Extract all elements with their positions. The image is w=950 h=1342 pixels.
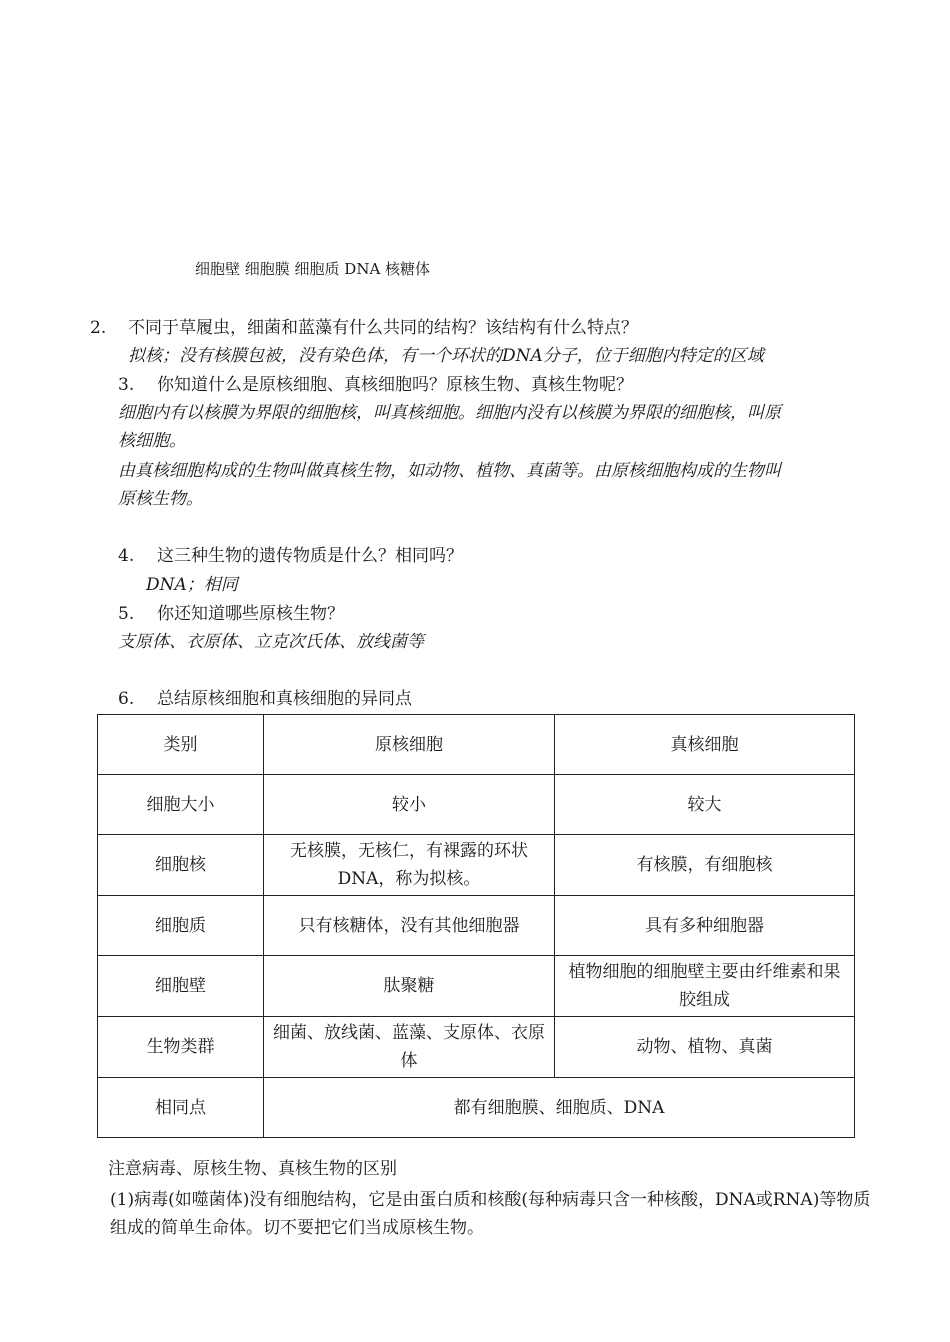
question-6-number: 6. bbox=[118, 689, 135, 709]
table-row bbox=[98, 956, 855, 1017]
structure-labels: 细胞壁 细胞膜 细胞质 DNA 核糖体 bbox=[195, 260, 431, 278]
table-cell: 较大 bbox=[555, 775, 855, 835]
question-5-text: 你还知道哪些原核生物？ bbox=[157, 604, 344, 624]
table-cell: 细菌、放线菌、蓝藻、支原体、衣原体 bbox=[264, 1017, 555, 1078]
question-6-text: 总结原核细胞和真核细胞的异同点 bbox=[157, 689, 412, 709]
table-cell: 动物、植物、真菌 bbox=[555, 1017, 855, 1078]
table-cell: 植物细胞的细胞壁主要由纤维素和果胶组成 bbox=[555, 956, 855, 1017]
table-row bbox=[98, 1017, 855, 1078]
question-4-number: 4. bbox=[118, 546, 135, 566]
table-cell: 只有核糖体，没有其他细胞器 bbox=[264, 896, 555, 956]
table-cell: 细胞核 bbox=[98, 835, 264, 896]
table-row bbox=[98, 775, 855, 835]
note-title: 注意病毒、原核生物、真核生物的区别 bbox=[108, 1159, 397, 1179]
question-5-answer: 支原体、衣原体、立克次氏体、放线菌等 bbox=[118, 632, 424, 652]
table-header-cell: 类别 bbox=[98, 715, 264, 775]
table-cell-merged: 都有细胞膜、细胞质、DNA bbox=[264, 1078, 855, 1138]
question-3-number: 3. bbox=[118, 375, 135, 395]
table-row bbox=[98, 896, 855, 956]
table-cell: 有核膜，有细胞核 bbox=[555, 835, 855, 896]
table-cell: 具有多种细胞器 bbox=[555, 896, 855, 956]
question-3-text: 你知道什么是原核细胞、真核细胞吗？原核生物、真核生物呢？ bbox=[157, 375, 633, 395]
note-item-1: (1)病毒(如噬菌体)没有细胞结构，它是由蛋白质和核酸(每种病毒只含一种核酸，DNA或RNA)等物质组成的简单生命体。切不要把它们当成原核生物。 bbox=[110, 1190, 871, 1238]
question-3-answer-line2: 核细胞。 bbox=[118, 431, 186, 451]
table-header-cell: 真核细胞 bbox=[555, 715, 855, 775]
table-row bbox=[98, 835, 855, 896]
question-2-answer: 拟核；没有核膜包被，没有染色体，有一个环状的DNA分子，位于细胞内特定的区域 bbox=[128, 346, 764, 366]
table-cell: 细胞质 bbox=[98, 896, 264, 956]
table-cell: 细胞壁 bbox=[98, 956, 264, 1017]
table-cell: 生物类群 bbox=[98, 1017, 264, 1078]
question-3-answer-line1: 细胞内有以核膜为界限的细胞核，叫真核细胞。细胞内没有以核膜为界限的细胞核，叫原 bbox=[118, 403, 781, 423]
question-3-answer-line4: 原核生物。 bbox=[118, 489, 203, 509]
table-cell: 相同点 bbox=[98, 1078, 264, 1138]
question-4-answer: DNA；相同 bbox=[146, 575, 238, 595]
question-4-text: 这三种生物的遗传物质是什么？相同吗？ bbox=[157, 546, 463, 566]
table-cell: 肽聚糖 bbox=[264, 956, 555, 1017]
table-cell: 无核膜，无核仁，有裸露的环状DNA，称为拟核。 bbox=[264, 835, 555, 896]
question-3-answer-line3: 由真核细胞构成的生物叫做真核生物，如动物、植物、真菌等。由原核细胞构成的生物叫 bbox=[118, 461, 781, 481]
comparison-table bbox=[97, 714, 855, 1138]
table-header-row bbox=[98, 715, 855, 775]
table-cell: 较小 bbox=[264, 775, 555, 835]
question-2-number: 2. bbox=[90, 318, 107, 338]
table-common-row bbox=[98, 1078, 855, 1138]
table-cell: 细胞大小 bbox=[98, 775, 264, 835]
table-header-cell: 原核细胞 bbox=[264, 715, 555, 775]
question-5-number: 5. bbox=[118, 604, 135, 624]
question-2-text: 不同于草履虫，细菌和蓝藻有什么共同的结构？该结构有什么特点？ bbox=[128, 318, 638, 338]
